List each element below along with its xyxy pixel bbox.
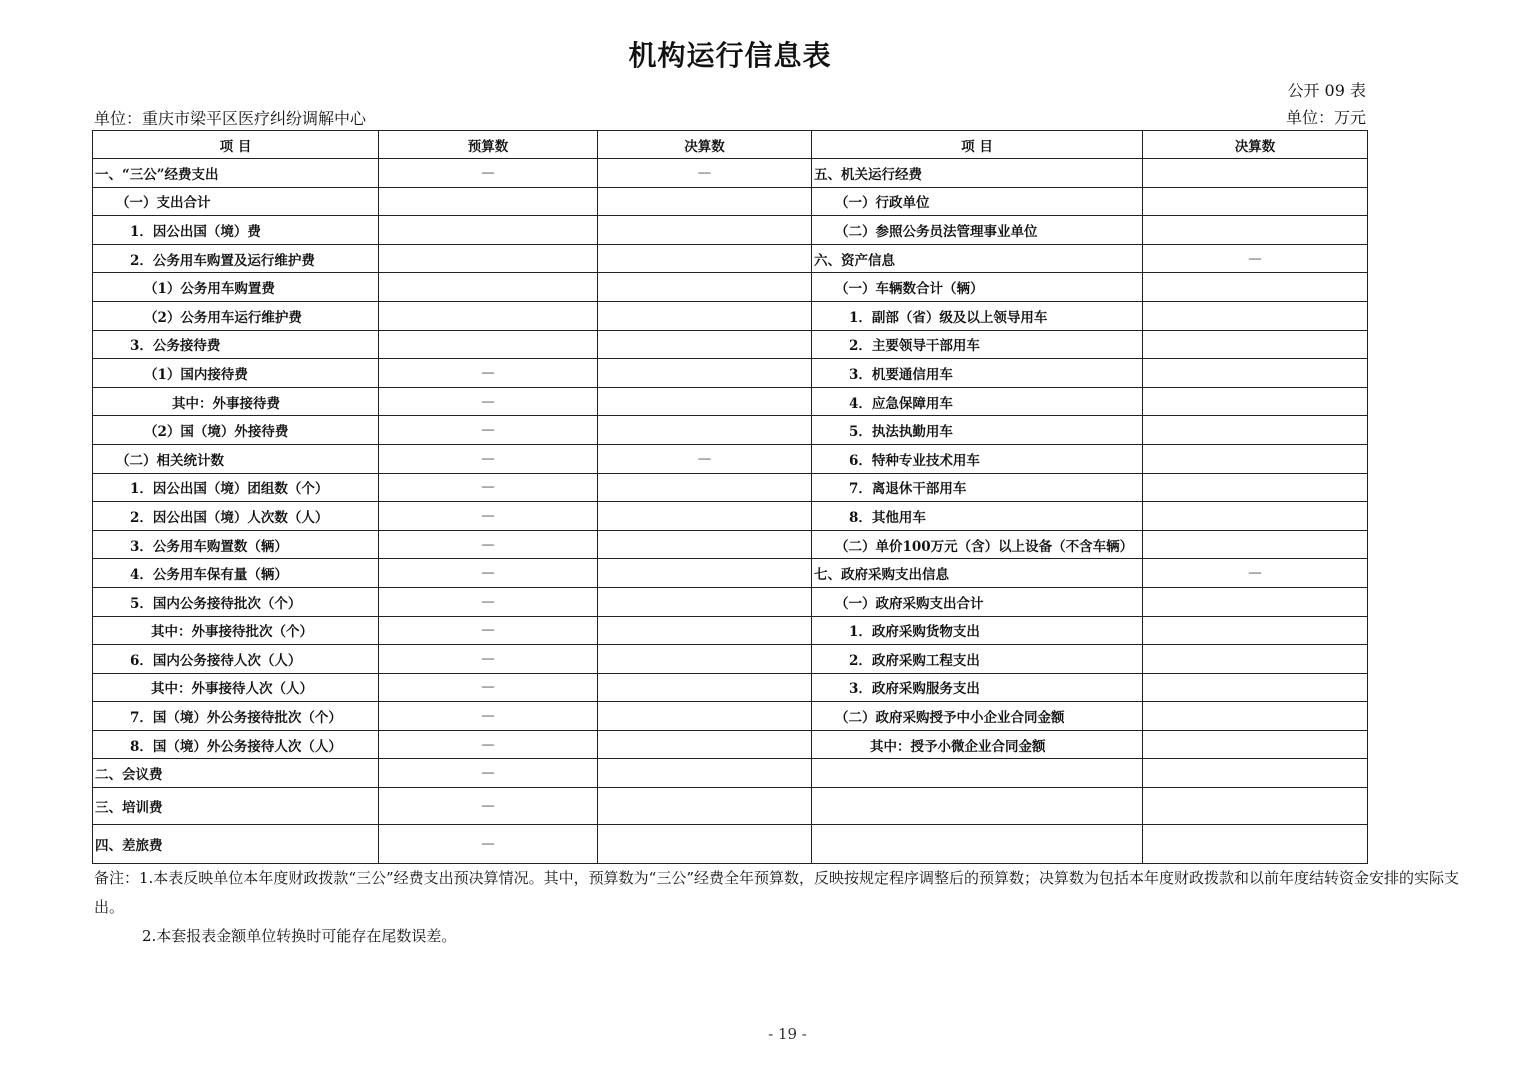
row-final-value-left xyxy=(598,330,812,359)
row-final-value-right xyxy=(1143,301,1368,330)
row-item-right: 6．特种专业技术用车 xyxy=(812,444,1143,473)
row-item-right: 5．执法执勤用车 xyxy=(812,416,1143,445)
header-left-item: 项 目 xyxy=(93,131,379,159)
row-item-right: （一）政府采购支出合计 xyxy=(812,587,1143,616)
row-budget-value: — xyxy=(379,825,598,864)
table-row xyxy=(93,159,1368,188)
row-budget-value: — xyxy=(379,759,598,788)
row-budget-value: — xyxy=(379,159,598,188)
row-item-right: 2．主要领导干部用车 xyxy=(812,330,1143,359)
row-final-value-right xyxy=(1143,473,1368,502)
row-item-right xyxy=(812,759,1143,788)
row-budget-value: — xyxy=(379,587,598,616)
row-final-value-right xyxy=(1143,273,1368,302)
row-budget-value: — xyxy=(379,359,598,388)
row-budget-value: — xyxy=(379,702,598,731)
table-row xyxy=(93,244,1368,273)
row-final-value-left xyxy=(598,616,812,645)
row-item-right xyxy=(812,825,1143,864)
row-final-value-right xyxy=(1143,416,1368,445)
row-item-left: 8．国（境）外公务接待人次（人） xyxy=(93,730,379,759)
row-final-value-right xyxy=(1143,502,1368,531)
table-row xyxy=(93,187,1368,216)
row-final-value-right xyxy=(1143,616,1368,645)
header-final-right: 决算数 xyxy=(1143,131,1368,159)
row-item-left: 5．国内公务接待批次（个） xyxy=(93,587,379,616)
row-final-value-right xyxy=(1143,330,1368,359)
table-row xyxy=(93,330,1368,359)
row-item-left: 一、“三公”经费支出 xyxy=(93,159,379,188)
row-item-left: （1）国内接待费 xyxy=(93,359,379,388)
row-item-right: 1．副部（省）级及以上领导用车 xyxy=(812,301,1143,330)
row-item-right: （一）车辆数合计（辆） xyxy=(812,273,1143,302)
row-budget-value: — xyxy=(379,444,598,473)
row-item-right: 3．机要通信用车 xyxy=(812,359,1143,388)
row-final-value-right xyxy=(1143,759,1368,788)
row-budget-value: — xyxy=(379,730,598,759)
row-final-value-left xyxy=(598,702,812,731)
row-budget-value: — xyxy=(379,559,598,588)
table-row xyxy=(93,301,1368,330)
row-final-value-left xyxy=(598,473,812,502)
row-budget-value xyxy=(379,244,598,273)
row-final-value-left xyxy=(598,645,812,674)
row-item-left: （二）相关统计数 xyxy=(93,444,379,473)
table-row xyxy=(93,502,1368,531)
row-final-value-left xyxy=(598,502,812,531)
row-item-left: 6．国内公务接待人次（人） xyxy=(93,645,379,674)
row-item-right: （二）政府采购授予中小企业合同金额 xyxy=(812,702,1143,731)
row-final-value-left: — xyxy=(598,444,812,473)
page-title: 机构运行信息表 xyxy=(628,39,832,72)
row-item-right: 4．应急保障用车 xyxy=(812,387,1143,416)
row-final-value-left xyxy=(598,244,812,273)
table-row xyxy=(93,788,1368,825)
row-final-value-right xyxy=(1143,825,1368,864)
row-final-value-left: — xyxy=(598,159,812,188)
row-item-left: 其中：外事接待费 xyxy=(93,387,379,416)
form-id: 公开 09 表 xyxy=(1287,81,1366,100)
row-item-right xyxy=(812,788,1143,825)
row-final-value-right xyxy=(1143,444,1368,473)
row-item-left: 4．公务用车保有量（辆） xyxy=(93,559,379,588)
row-budget-value: — xyxy=(379,645,598,674)
info-table xyxy=(92,130,1368,864)
row-final-value-left xyxy=(598,416,812,445)
page-number: - 19 - xyxy=(768,1025,807,1043)
row-item-right: 3．政府采购服务支出 xyxy=(812,673,1143,702)
row-item-left: （1）公务用车购置费 xyxy=(93,273,379,302)
row-budget-value xyxy=(379,187,598,216)
row-final-value-right xyxy=(1143,159,1368,188)
row-budget-value: — xyxy=(379,473,598,502)
row-item-left: 1．因公出国（境）团组数（个） xyxy=(93,473,379,502)
table-row xyxy=(93,273,1368,302)
header-final-left: 决算数 xyxy=(598,131,812,159)
table-row xyxy=(93,387,1368,416)
reporting-unit: 单位：重庆市梁平区医疗纠纷调解中心 xyxy=(94,109,367,128)
row-item-left: 2．因公出国（境）人次数（人） xyxy=(93,502,379,531)
row-budget-value: — xyxy=(379,416,598,445)
table-header-row xyxy=(93,131,1368,159)
row-item-right: 其中：授予小微企业合同金额 xyxy=(812,730,1143,759)
row-item-left: （一）支出合计 xyxy=(93,187,379,216)
row-item-right: 1．政府采购货物支出 xyxy=(812,616,1143,645)
row-final-value-right xyxy=(1143,387,1368,416)
table-row xyxy=(93,616,1368,645)
row-final-value-right xyxy=(1143,673,1368,702)
row-final-value-right xyxy=(1143,730,1368,759)
row-final-value-left xyxy=(598,587,812,616)
row-final-value-right xyxy=(1143,359,1368,388)
row-item-left: 其中：外事接待批次（个） xyxy=(93,616,379,645)
row-final-value-left xyxy=(598,359,812,388)
table-row xyxy=(93,444,1368,473)
table-row xyxy=(93,530,1368,559)
table-row xyxy=(93,587,1368,616)
table-row xyxy=(93,216,1368,245)
row-budget-value: — xyxy=(379,502,598,531)
row-item-left: 其中：外事接待人次（人） xyxy=(93,673,379,702)
row-item-right: 五、机关运行经费 xyxy=(812,159,1143,188)
row-item-left: 三、培训费 xyxy=(93,788,379,825)
row-final-value-right xyxy=(1143,645,1368,674)
row-budget-value: — xyxy=(379,788,598,825)
row-item-left: （2）国（境）外接待费 xyxy=(93,416,379,445)
currency-unit: 单位：万元 xyxy=(1285,108,1366,127)
table-row xyxy=(93,825,1368,864)
row-item-right: （一）行政单位 xyxy=(812,187,1143,216)
table-row xyxy=(93,359,1368,388)
row-item-left: （2）公务用车运行维护费 xyxy=(93,301,379,330)
row-final-value-left xyxy=(598,187,812,216)
table-row xyxy=(93,730,1368,759)
row-final-value-left xyxy=(598,788,812,825)
row-item-right: 六、资产信息 xyxy=(812,244,1143,273)
table-row xyxy=(93,559,1368,588)
row-final-value-left xyxy=(598,825,812,864)
row-final-value-left xyxy=(598,216,812,245)
row-budget-value: — xyxy=(379,673,598,702)
row-item-left: 3．公务用车购置数（辆） xyxy=(93,530,379,559)
row-final-value-right: — xyxy=(1143,559,1368,588)
row-item-left: 1．因公出国（境）费 xyxy=(93,216,379,245)
row-budget-value xyxy=(379,216,598,245)
row-item-left: 2．公务用车购置及运行维护费 xyxy=(93,244,379,273)
table-row xyxy=(93,673,1368,702)
header-budget: 预算数 xyxy=(379,131,598,159)
row-item-left: 3．公务接待费 xyxy=(93,330,379,359)
row-budget-value: — xyxy=(379,530,598,559)
table-row xyxy=(93,473,1368,502)
row-item-right: （二）单价100万元（含）以上设备（不含车辆） xyxy=(812,530,1143,559)
row-final-value-left xyxy=(598,673,812,702)
row-final-value-left xyxy=(598,530,812,559)
row-final-value-left xyxy=(598,387,812,416)
row-final-value-left xyxy=(598,273,812,302)
table-row xyxy=(93,759,1368,788)
table-row xyxy=(93,702,1368,731)
row-final-value-left xyxy=(598,301,812,330)
row-item-left: 四、差旅费 xyxy=(93,825,379,864)
row-final-value-left xyxy=(598,559,812,588)
row-budget-value xyxy=(379,330,598,359)
table-row xyxy=(93,645,1368,674)
row-item-right: 2．政府采购工程支出 xyxy=(812,645,1143,674)
row-budget-value: — xyxy=(379,387,598,416)
row-item-left: 7．国（境）外公务接待批次（个） xyxy=(93,702,379,731)
row-item-left: 二、会议费 xyxy=(93,759,379,788)
note-line-2: 2.本套报表金额单位转换时可能存在尾数误差。 xyxy=(142,927,457,945)
row-budget-value xyxy=(379,273,598,302)
row-final-value-right: — xyxy=(1143,244,1368,273)
row-final-value-right xyxy=(1143,587,1368,616)
row-final-value-right xyxy=(1143,187,1368,216)
row-item-right: 8．其他用车 xyxy=(812,502,1143,531)
row-final-value-right xyxy=(1143,216,1368,245)
row-final-value-left xyxy=(598,730,812,759)
row-item-right: 七、政府采购支出信息 xyxy=(812,559,1143,588)
note-line-1: 备注：1.本表反映单位本年度财政拨款“三公”经费支出预决算情况。其中，预算数为“三公”经费全年预算数，反映按规定程序调整后的预算数；决算数为包括本年度财政拨款和以前年度结转资金安排的实际支出。 xyxy=(94,869,1459,916)
table-row xyxy=(93,416,1368,445)
row-final-value-left xyxy=(598,759,812,788)
header-right-item: 项 目 xyxy=(812,131,1143,159)
row-budget-value: — xyxy=(379,616,598,645)
row-final-value-right xyxy=(1143,702,1368,731)
row-budget-value xyxy=(379,301,598,330)
row-item-right: （二）参照公务员法管理事业单位 xyxy=(812,216,1143,245)
row-final-value-right xyxy=(1143,788,1368,825)
row-item-right: 7．离退休干部用车 xyxy=(812,473,1143,502)
row-final-value-right xyxy=(1143,530,1368,559)
